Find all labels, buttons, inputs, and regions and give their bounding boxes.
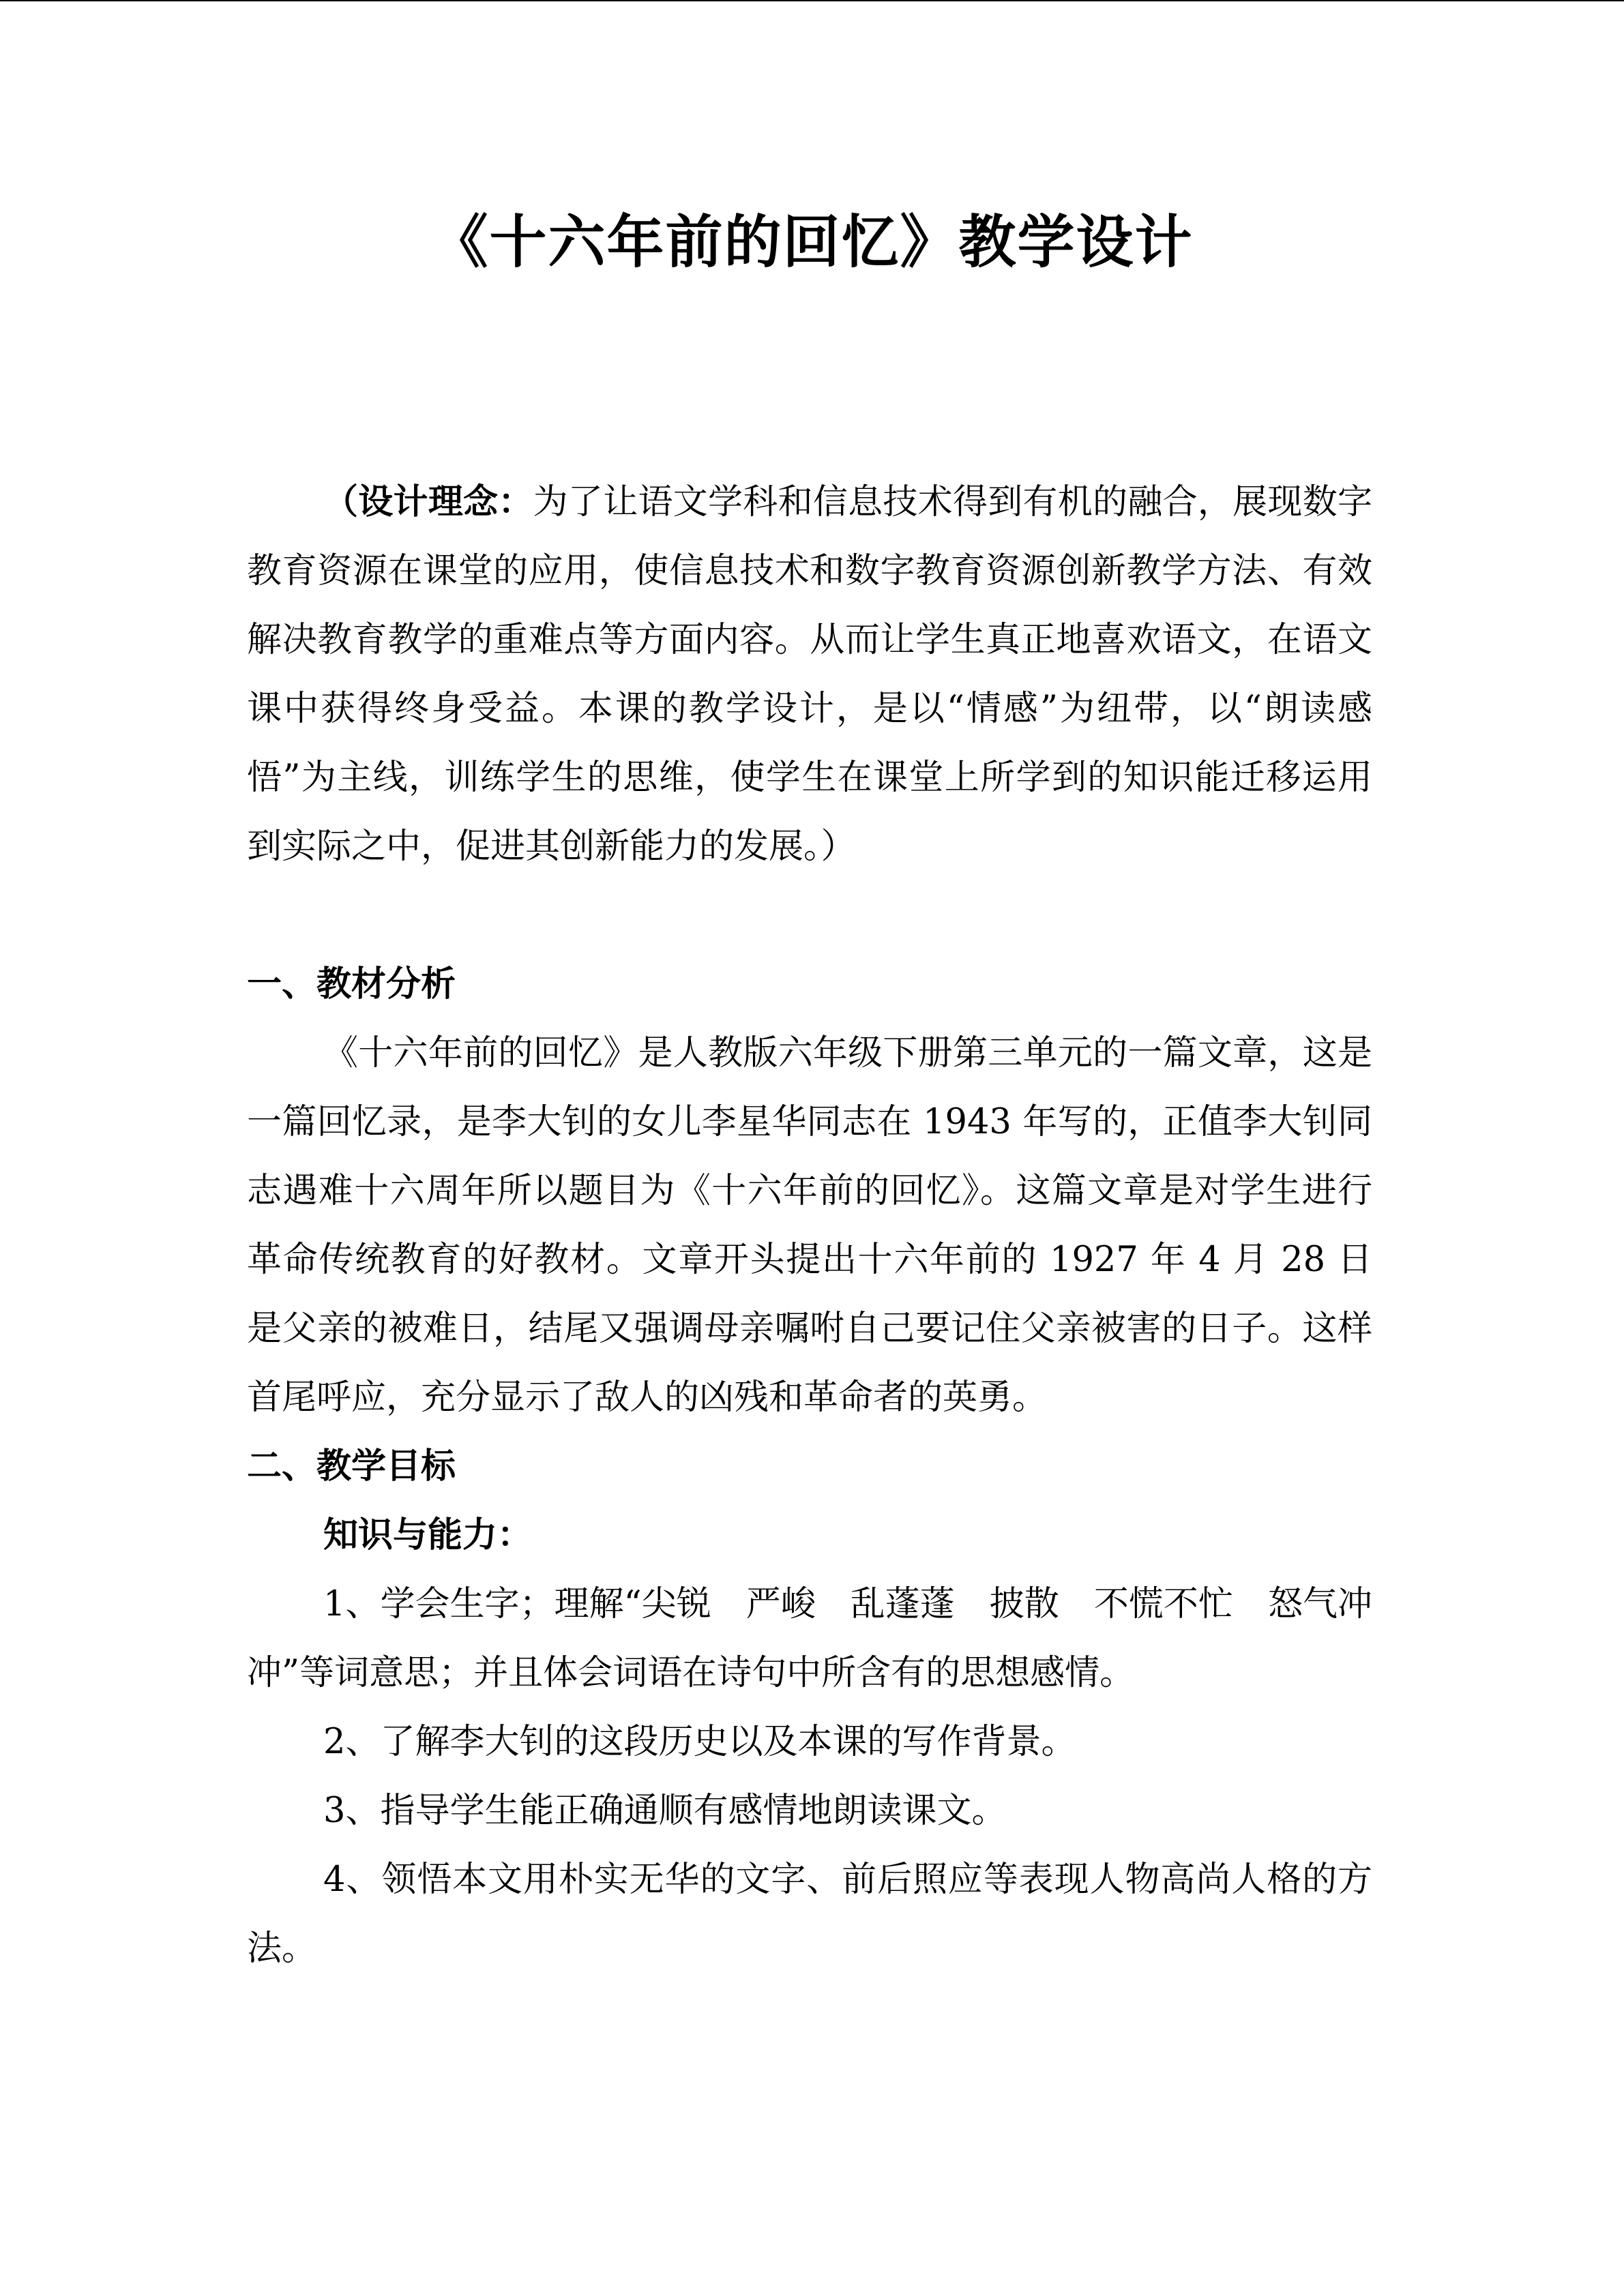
objective-item-4: 4、领悟本文用朴实无华的文字、前后照应等表现人物高尚人格的方法。 bbox=[247, 1860, 1372, 1969]
section-heading-teaching-objectives: 二、教学目标 bbox=[247, 1446, 456, 1487]
subheading-knowledge-and-ability: 知识与能力： bbox=[323, 1515, 533, 1555]
objective-item-2: 2、了解李大钊的这段历史以及本课的写作背景。 bbox=[323, 1722, 1076, 1762]
objective-item-1: 1、学会生字；理解“尖锐 严峻 乱蓬蓬 披散 不慌不忙 怒气冲冲”等词意思；并且体会词语在诗句中所含有的思想感情。 bbox=[247, 1584, 1372, 1693]
textbook-analysis-paragraph: 《十六年前的回忆》是人教版六年级下册第三单元的一篇文章，这是一篇回忆录，是李大钊的女儿李星华同志在 1943 年写的，正值李大钊同志遇难十六周年所以题目为《十六年前的回忆》。这篇文章是对学生进行革命传统教育的好教材。文章开头提出十六年前的 1927 年 4 月 28 日是父亲的被难日，结尾又强调母亲嘱咐自己要记住父亲被害的日子。这样首尾呼应，充分显示了敌人的凶残和革命者的英勇。 bbox=[247, 1033, 1372, 1418]
paragraph-gap bbox=[247, 881, 1372, 950]
design-concept-text: 为了让语文学科和信息技术得到有机的融合，展现数字教育资源在课堂的应用，使信息技术和数字教育资源创新教学方法、有效解决教育教学的重难点等方面内容。从而让学生真正地喜欢语文，在语文课中获得终身受益。本课的教学设计，是以“情感”为纽带，以“朗读感悟”为主线，训练学生的思维，使学生在课堂上所学到的知识能迁移运用到实际之中，促进其创新能力的发展。） bbox=[247, 482, 1372, 867]
design-concept-paragraph bbox=[247, 468, 1372, 881]
design-concept-label: （设计理念： bbox=[323, 481, 533, 522]
section-heading-textbook-analysis: 一、教材分析 bbox=[247, 964, 456, 1004]
document-body bbox=[247, 468, 1372, 1983]
document-title: 《十六年前的回忆》教学设计 bbox=[430, 208, 1194, 275]
objective-item-3: 3、指导学生能正确通顺有感情地朗读课文。 bbox=[323, 1791, 1007, 1831]
